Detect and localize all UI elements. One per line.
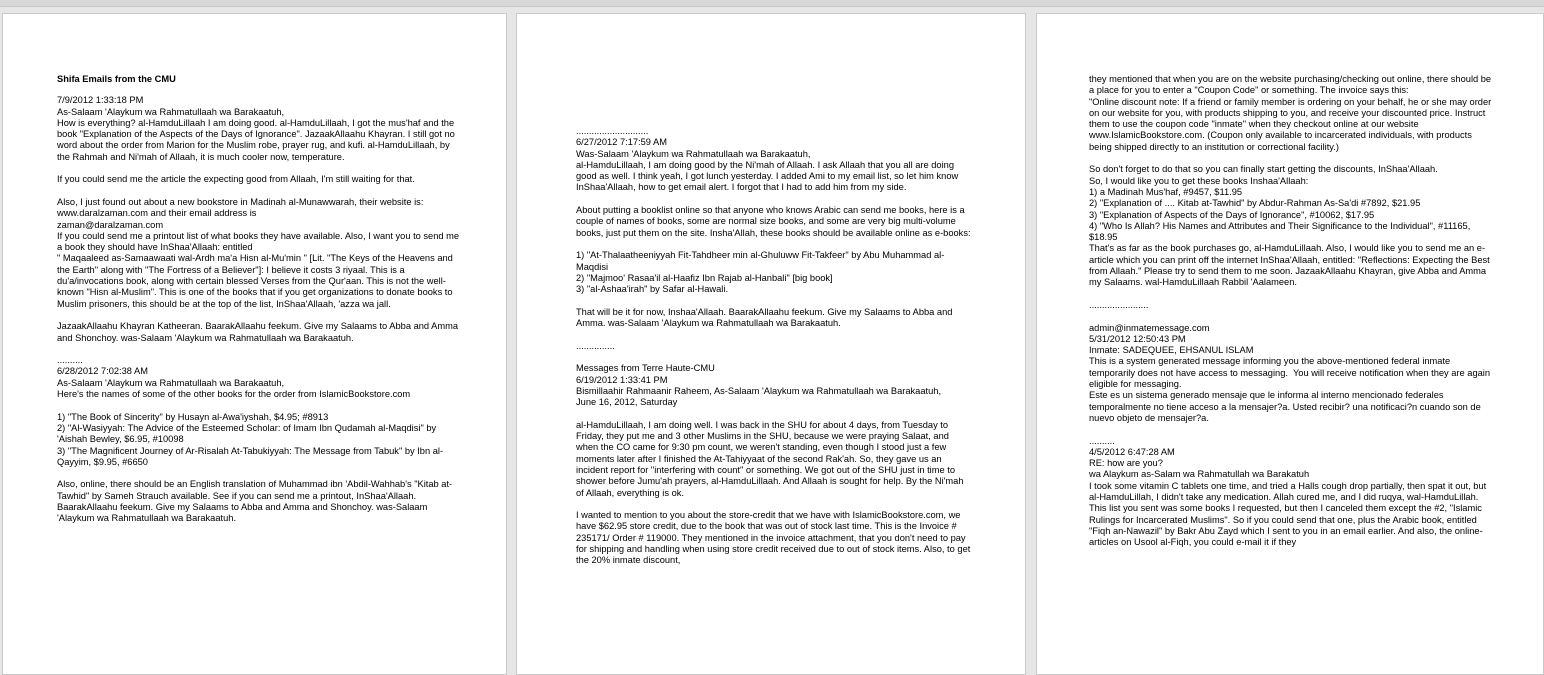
paragraph: JazaakAllaahu Khayran Katheeran. BaarakAllaahu feekum. Give my Salaams to Abba and Amma and Shonchoy. was-Salaam 'Alaykum wa Rahmatullaah wa Barakaatuh. xyxy=(57,321,461,343)
paragraph: .......... 4/5/2012 6:47:28 AM RE: how are you? wa Alaykum as-Salam wa Rahmatullah wa Barakatuh I took some vitamin C tablets one time, and tried a Halls cough drop partially, then spat it out, but al-HamduLillah, I didn't take any medication. Allah cured me, and I did ruqya, wal-HamduLillah. This list you sent was some books I requested, but then I canceled them except the #2, "Islamic Rulings for Incarcerated Muslims". So if you could send that one, plus the Arabic book, entitled "Fiqh an-Nawazil" by Bakr Abu Zayd which I sent to you in an email earlier. And also, the online-articles on Usool al-Fiqh, you could e-mail it if they xyxy=(1089,435,1487,548)
paragraph: ............................ 6/27/2012 7:17:59 AM Was-Salaam 'Alaykum wa Rahmatullaah wa Barakaatuh, al-HamduLillaah, I am doing good by the Ni'mah of Allaah. I ask Allaah that you all are doing good as well. I think yeah, I got lunch yesterday. I added Ami to my email list, so let him know InShaa'Allaah, how to get email alert. I forgot that I had to add him from my side. xyxy=(576,126,959,193)
paragraph: 7/9/2012 1:33:18 PM As-Salaam 'Alaykum wa Rahmatullaah wa Barakaatuh, How is everything? al-HamduLillaah I am doing good. al-HamduLillaah, I got the mus'haf and the book "Explanation of the Aspects of the Days of Ignorance". JazaakAllaahu Khayran. I still got no word about the order from Marion for the Muslim robe, prayer rug, and kufi. al-HamduLillaah, by the Rahmah and Ni'mah of Allaah, it is much cooler now, temperature. xyxy=(57,95,455,162)
paragraph: Also, online, there should be an English translation of Muhammad ibn 'Abdil-Wahhab's "Kitab at-Tawhid" by Sameh Strauch available. See if you can send me a printout, InShaa'Allaah. BaarakAllaahu feekum. Give my Salaams to Abba and Amma and Shonchoy. was-Salaam 'Alaykum wa Rahmatullaah wa Barakaatuh. xyxy=(57,479,453,524)
paragraph: 1) "At-Thalaatheeniyyah Fit-Tahdheer min al-Ghuluww Fit-Takfeer" by Abu Muhammad al-Maqdisi 2) "Majmoo' Rasaa'il al-Haafiz Ibn Rajab al-Hanbali" [big book] 3) "al-Ashaa'irah" by Safar al-Hawali. xyxy=(576,250,945,295)
document-title: Shifa Emails from the CMU xyxy=(57,74,176,84)
paragraph: Messages from Terre Haute-CMU 6/19/2012 1:33:41 PM Bismillaahir Rahmaanir Raheem, As-Salaam 'Alaykum wa Rahmatullaah wa Barakaatuh, June 16, 2012, Saturday xyxy=(576,363,942,408)
page-content xyxy=(1089,74,1497,560)
paragraph: they mentioned that when you are on the website purchasing/checking out online, there should be a place for you to enter a "Coupon Code" or something. The invoice says this: "Online discount note: If a friend or family member is ordering on your behalf, he or she may order on our website for you, with products shipping to you, and receive your discounted price. Instruct them to use the coupon code "inmate" when they checkout online at our website www.IslamicBookstore.com. (Coupon only available to incarcerated individuals, with products being shipped directly to an institution or correctional facility.) xyxy=(1089,74,1492,152)
paragraph: al-HamduLillaah, I am doing well. I was back in the SHU for about 4 days, from Tuesday to Friday, they put me and 3 other Muslims in the SHU, because we were praying Salaat, and when the CO came for 9:30 pm count, we weren't standing, even though I stood just a few moments later after I finished the At-Tahiyyaat of the second Rak'ah. So, they gave us an incident report for "interfering with count" or something. We got out of the SHU just in time to shower before Jumu'ah prayers, al-HamduLillaah. And Allaah is sought for help. By the Ni'mah of Allaah, everything is ok. xyxy=(576,419,967,498)
document-page-1[interactable] xyxy=(2,13,507,675)
page-content xyxy=(57,74,462,536)
paragraph: So don't forget to do that so you can finally start getting the discounts, InShaa'Allaah. So, I would like you to get these books Inshaa'Allaah: 1) a Madinah Mus'haf, #9457, $11.95 2) "Explanation of .... Kitab at-Tawhid" by Abdur-Rahman As-Sa'di #7892, $21.95 3) "Explanation of Aspects of the Days of Ignorance", #10062, $17.95 4) "Who Is Allah? His Names and Attributes and Their Significance to the Individual", #11165, $18.95 That's as far as the book purchases go, al-HamduLillaah. Also, I would like you to send me an e-article which you can print off the internet InShaa'Allaah, entitled: "Reflections: Expecting the Best from Allaah." Please try to send them to me soon. JazaakAllaahu Khayran, give Abba and Amma my Salaams. wal-HamduLillaah Rabbil 'Aalameen. xyxy=(1089,164,1490,288)
viewer-toolbar xyxy=(0,0,1544,7)
paragraph: .......... 6/28/2012 7:02:38 AM As-Salaam 'Alaykum wa Rahmatullaah wa Barakaatuh, Here's the names of some of the other books for the order from IslamicBookstore.com xyxy=(57,355,411,400)
paragraph: ....................... xyxy=(1089,299,1149,310)
paragraph: If you could send me the article the expecting good from Allaah, I'm still waiting for that. xyxy=(57,174,415,185)
document-page-3[interactable] xyxy=(1036,13,1544,675)
paragraph: Also, I just found out about a new bookstore in Madinah al-Munawwarah, their website is: www.daralzaman.com and their email address is zaman@daralzaman.com If you could send me a printout list of what books they have available. Also, I want you to send me a book they should have InShaa'Allaah: entitled " Maqaaleed as-Samaawaati wal-Ardh ma'a Hisn al-Mu'min " [Lit. "The Keys of the Heavens and the Earth" along with "The Fortress of a Believer"]: I believe it costs 3 riyaal. This is a du'a/invocations book, along with certain blessed Verses from the Qur'aan. This is not the well-known "Hisn al-Muslim". This is one of the books that if you get organizations to donate books to Muslim prisoners, this should be at the top of the list, InShaa'Allaah, 'azza wa jall. xyxy=(57,196,460,309)
paragraph: admin@inmatemessage.com 5/31/2012 12:50:43 PM Inmate: SADEQUEE, EHSANUL ISLAM This is a system generated message informing you the above-mentioned federal inmate temporarily does not have access to messaging. You will receive notification when they are again eligible for messaging. Este es un sistema generado mensaje que le informa al interno mencionado federales temporalmente no tiene acceso a la mensajer?a. Usted recibir? una notificaci?n cuando son de nuevo objeto de mensajer?a. xyxy=(1089,322,1491,423)
paragraph: About putting a booklist online so that anyone who knows Arabic can send me books, here is a couple of names of books, some are normal size books, and some are very big multi-volume books, just put them on the site. Insha'Allah, these books should be available online as e-books: xyxy=(576,205,971,238)
paragraph: That will be it for now, Inshaa'Allaah. BaarakAllaahu feekum. Give my Salaams to Abba and Amma. was-Salaam 'Alaykum wa Rahmatullaah wa Barakaatuh. xyxy=(576,306,955,329)
page-content xyxy=(576,126,973,578)
paragraph: ............... xyxy=(576,340,615,351)
paragraph: 1) "The Book of Sincerity" by Husayn al-Awa'iyshah, $4.95; #8913 2) "Al-Wasiyyah: The Advice of the Esteemed Scholar: of Imam Ibn Qudamah al-Maqdisi" by 'Aishah Bewley, $6.95, #10098 3) "The Magnificent Journey of Ar-Risalah At-Tabukiyyah: The Message from Tabuk" by Ibn al-Qayyim, $9.95, #6650 xyxy=(57,411,444,467)
paragraph: I wanted to mention to you about the store-credit that we have with IslamicBookstore.com, we have $62.95 store credit, due to the book that was out of stock last time. This is the Invoice # 235171/ Order # 119000. They mentioned in the invoice attachment, that you don't need to pay for shipping and handling when using store credit received due to out of stock items. Also, to get the 20% inmate discount, xyxy=(576,510,973,566)
document-page-2[interactable] xyxy=(516,13,1026,675)
